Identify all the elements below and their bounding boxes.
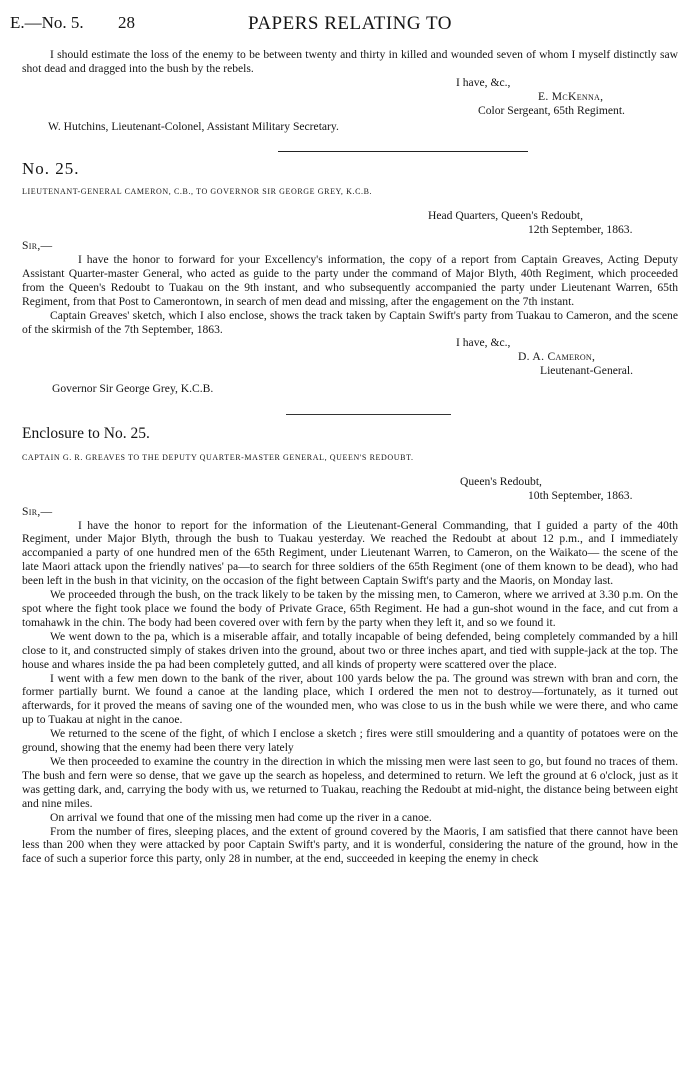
enclosure-address-line-1: Queen's Redoubt, — [460, 474, 542, 488]
letter-number-heading: No. 25. — [22, 159, 80, 179]
section-divider — [278, 151, 528, 152]
enclosure-paragraph: On arrival we found that one of the missing men had come up the river in a canoe. — [50, 810, 432, 824]
page-body — [22, 48, 678, 866]
enclosure-address-line-2: 10th September, 1863. — [528, 488, 633, 502]
letter-paragraph: Captain Greaves' sketch, which I also enclose, shows the track taken by Captain Swift's party from Tuakau to Cameron, and the scene of the skirmish of the 7th September, 1863. — [22, 308, 678, 336]
enclosure-paragraph: We proceeded through the bush, on the track likely to be taken by the missing men, to Cameron, where we arrived at 3.30 p.m. On the spot where the fight took place we found the body of Private Grace, 65th Regiment. He had a gun-shot wound in the face, and cut from a tomahawk in the chin. The body had been covered over with fern by the party when they left it, and so we found it. — [22, 588, 678, 629]
letter-caption: LIEUTENANT-GENERAL CAMERON, C.B., TO GOVERNOR SIR GEORGE GREY, K.C.B. — [22, 187, 373, 197]
letter-paragraph: I have the honor to forward for your Excellency's information, the copy of a report from Captain Greaves, Acting Deputy Assistant Quarter-master General, who acted as guide to the party under the command of Major Blyth, 40th Regiment, which proceeded from the Queen's Redoubt to Tuakau on the 9th instant, and who subsequently accompanied the party under Lieutenant Warren, 65th Regiment, from that Post to Camerontown, in search of men dead and missing, after the engagement on the 7th instant. — [22, 252, 678, 308]
letter-address-line-1: Head Quarters, Queen's Redoubt, — [428, 209, 584, 223]
section-divider — [286, 414, 451, 415]
document-reference: E.—No. 5. — [10, 13, 84, 32]
salutation: Sir,— — [22, 239, 53, 253]
enclosure-paragraph: We then proceeded to examine the country in the direction in which the missing men were last seen to go, but found no traces of them. The bush and fern were so dense, that we gave up the search as hopeless, and determined to return. We left the ground at 6 o'clock, just as it was getting dark, and, carrying the body with us, we returned to Tuakau, reaching the Redoubt at mid-night, the distance being between eight and nine miles. — [22, 754, 678, 810]
signer-name: D. A. Cameron, — [518, 350, 596, 364]
page-header — [0, 13, 700, 35]
running-title: PAPERS RELATING TO — [248, 13, 452, 34]
addressee-line: Governor Sir George Grey, K.C.B. — [52, 382, 214, 396]
addressee-line: W. Hutchins, Lieutenant-Colonel, Assistant Military Secretary. — [48, 119, 339, 133]
letter-address-line-2: 12th September, 1863. — [528, 223, 633, 237]
enclosure-paragraph: From the number of fires, sleeping places, and the extent of ground covered by the Maoris, I am satisfied that there cannot have been less than 200 when they were attacked by poor Captain Swift's party, and it is wonderful, considering the nature of the ground, how in the face of such a superior force this party, only 28 in number, at the end, succeeded in keeping the enemy in check — [22, 824, 678, 866]
page-number: 28 — [118, 13, 135, 32]
enclosure-heading: Enclosure to No. 25. — [22, 425, 150, 443]
enclosure-caption: CAPTAIN G. R. GREAVES TO THE DEPUTY QUARTER-MASTER GENERAL, QUEEN'S REDOUBT. — [22, 452, 414, 462]
salutation: Sir,— — [22, 504, 53, 518]
closing-line: I have, &c., — [456, 336, 511, 350]
enclosure-paragraph: I have the honor to report for the information of the Lieutenant-General Commanding, that I guided a party of the 40th Regiment, under Major Blyth, through the bush to Tuakau yesterday. We reached the Redoubt at about 12 p.m., and I immediately accompanied a party of one hundred men of the 65th Regiment, under Lieutenant Warren, to Cameron, on the Waikato— the scene of the late Maori attack upon the friendly natives' pa—to search for three soldiers of the 65th Regiment (one of them known to be dead), who had been left in the bush in that vicinity, on the occasion of the fight between Captain Swift's party and the Maoris, on Monday last. — [22, 518, 678, 588]
signer-title: Color Sergeant, 65th Regiment. — [478, 103, 625, 117]
signer-name: E. McKenna, — [538, 89, 604, 103]
enclosure-paragraph: We went down to the pa, which is a miserable affair, and totally incapable of being defended, being completely commanded by a hill close to it, and constructed simply of stakes driven into the ground, about two or three inches apart, and tied with supple-jack at the top. The house and whares inside the pa had been completely gutted, and all kinds of property were scattered over the place. — [22, 629, 678, 671]
enclosure-paragraph: I went with a few men down to the bank of the river, about 100 yards below the pa. The ground was strewn with bran and corn, the former partially burnt. We found a canoe at the landing place, which I ordered the men not to destroy—fortunately, as it turned out afterwards, for it proved the means of saving one of the wounded men, who was close to us in the bush while we were there, and who came up to Tuakau at night in the canoe. — [22, 671, 678, 727]
continued-paragraph: I should estimate the loss of the enemy to be between twenty and thirty in killed and wounded seven of whom I myself distinctly saw shot dead and dragged into the bush by the rebels. — [22, 48, 678, 75]
enclosure-paragraph: We returned to the scene of the fight, of which I enclose a sketch ; fires were still smouldering and a quantity of potatoes were on the ground, showing that the enemy had been there very lately — [22, 727, 678, 755]
closing-line: I have, &c., — [456, 75, 511, 89]
signer-title: Lieutenant-General. — [540, 364, 634, 378]
